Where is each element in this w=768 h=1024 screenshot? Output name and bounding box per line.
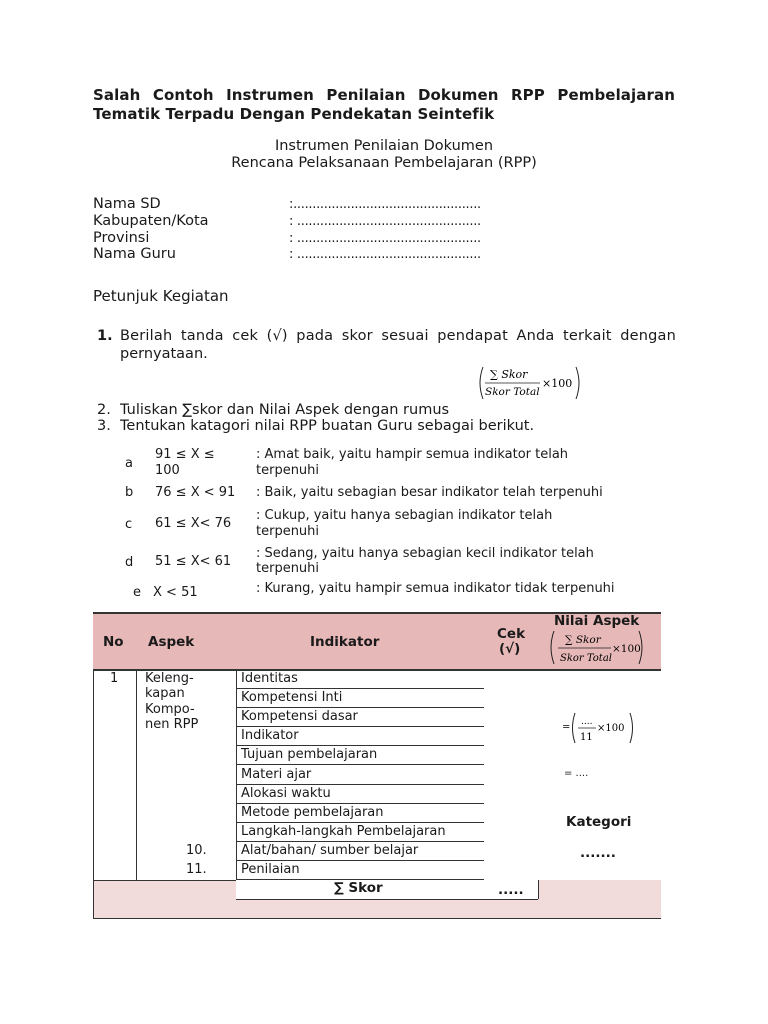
formula-multiplier: ×100 — [542, 377, 573, 390]
indikator-item: Metode pembelajaran — [241, 805, 384, 820]
kategori-range-b: 76 ≤ X < 91 — [155, 485, 236, 500]
indikator-item: Langkah-langkah Pembelajaran — [241, 824, 446, 839]
aspek-line-3: Kompo- — [145, 702, 195, 717]
header-cek-mark: (√) — [499, 641, 521, 657]
step-3-number: 3. — [97, 418, 111, 434]
kategori-letter-c: c — [125, 517, 133, 532]
formula-denominator: Skor Total — [485, 386, 540, 398]
step-1-text: Berilah tanda cek (√) pada skor sesuai pendapat Anda terkait dengan — [120, 328, 676, 344]
kategori-letter-d: d — [125, 555, 134, 570]
header-formula-numerator: ∑ Skor — [565, 634, 601, 646]
aspek-line-2: kapan — [145, 686, 185, 701]
header-formula-denominator: Skor Total — [560, 653, 612, 664]
header-aspek: Aspek — [148, 634, 195, 650]
skor-row-bg-left — [93, 880, 236, 899]
nilai-calc-prefix: = — [562, 722, 571, 733]
row-no: 1 — [110, 671, 119, 686]
kategori-desc-a: : Amat baik, yaitu hampir semua indikator telah — [256, 447, 569, 462]
header-nilai-aspek: Nilai Aspek — [554, 613, 640, 629]
kategori-letter-b: b — [125, 485, 134, 500]
indikator-item: Alokasi waktu — [241, 786, 331, 801]
table-footer-row — [93, 899, 661, 919]
kategori-desc-e: : Kurang, yaitu hampir semua indikator tidak terpenuhi — [256, 581, 615, 596]
section-title: Petunjuk Kegiatan — [93, 287, 229, 305]
document-title: Salah Contoh Instrumen Penilaian Dokumen RPP Pembelajaran Tematik Terpadu Dengan Pendekatan Seintefik — [93, 86, 675, 123]
header-no: No — [103, 634, 124, 650]
header-formula-multiplier: ×100 — [612, 643, 641, 655]
header-cek: Cek — [497, 626, 526, 642]
kategori-desc-c-cont: terpenuhi — [256, 524, 320, 539]
header-indikator: Indikator — [310, 634, 380, 650]
step-2-number: 2. — [97, 402, 111, 418]
nilai-calc-numerator: .... — [581, 717, 593, 727]
indikator-item: Materi ajar — [241, 767, 312, 782]
field-value-nama-sd: :................................................. — [289, 197, 481, 212]
field-value-nama-guru: : ................................................ — [289, 247, 481, 262]
skor-label: ∑ Skor — [334, 880, 383, 896]
nilai-calc-multiplier: ×100 — [597, 723, 625, 734]
row-number-11: 11. — [186, 862, 207, 877]
indikator-item: Indikator — [241, 728, 299, 743]
indikator-item: Tujuan pembelajaran — [241, 747, 378, 762]
kategori-letter-e: e — [133, 585, 141, 600]
kategori-letter-a: a — [125, 456, 133, 471]
field-label-nama-guru: Nama Guru — [93, 246, 176, 262]
skor-value: ..... — [498, 882, 524, 898]
kategori-desc-a-cont: terpenuhi — [256, 463, 320, 478]
kategori-range-e: X < 51 — [153, 585, 198, 600]
indikator-item: Penilaian — [241, 862, 300, 877]
kategori-range-a: 91 ≤ X ≤ — [155, 447, 215, 462]
skor-row-bg-right — [538, 880, 661, 899]
nilai-aspek-formula — [476, 364, 586, 402]
field-label-provinsi: Provinsi — [93, 230, 150, 246]
kategori-value: ....... — [580, 845, 616, 861]
formula-numerator: ∑ Skor — [490, 368, 528, 381]
step-1-number: 1. — [97, 328, 113, 344]
indikator-item: Alat/bahan/ sumber belajar — [241, 843, 419, 858]
indikator-item: Kompetensi dasar — [241, 709, 358, 724]
nilai-result: = .... — [564, 768, 589, 779]
row-number-10: 10. — [186, 843, 207, 858]
step-2-text: Tuliskan ∑skor dan Nilai Aspek dengan rumus — [120, 402, 450, 418]
kategori-label: Kategori — [566, 814, 632, 830]
kategori-desc-c: : Cukup, yaitu hanya sebagian indikator telah — [256, 508, 553, 523]
kategori-desc-d: : Sedang, yaitu hanya sebagian kecil indikator telah — [256, 546, 594, 561]
nilai-calc-denominator: 11 — [580, 732, 593, 743]
kategori-desc-d-cont: terpenuhi — [256, 561, 320, 576]
aspek-line-1: Keleng- — [145, 671, 194, 686]
field-label-nama-sd: Nama SD — [93, 196, 161, 212]
subtitle-line-2: Rencana Pelaksanaan Pembelajaran (RPP) — [231, 155, 537, 171]
field-value-kabupaten: : ................................................ — [289, 214, 481, 229]
kategori-range-c: 61 ≤ X< 76 — [155, 516, 232, 531]
kategori-range-a-cont: 100 — [155, 463, 180, 478]
field-value-provinsi: : ................................................ — [289, 231, 481, 246]
indikator-item: Identitas — [241, 671, 298, 686]
kategori-range-d: 51 ≤ X< 61 — [155, 554, 232, 569]
step-1-text-cont: pernyataan. — [120, 346, 208, 362]
subtitle-line-1: Instrumen Penilaian Dokumen — [274, 138, 494, 154]
aspek-line-4: nen RPP — [145, 717, 199, 732]
indikator-item: Kompetensi Inti — [241, 690, 343, 705]
kategori-desc-b: : Baik, yaitu sebagian besar indikator telah terpenuhi — [256, 485, 603, 500]
step-3-text: Tentukan katagori nilai RPP buatan Guru sebagai berikut. — [120, 418, 535, 434]
nilai-calc-formula — [560, 709, 642, 747]
field-label-kabupaten: Kabupaten/Kota — [93, 213, 209, 229]
header-nilai-formula — [547, 628, 647, 668]
